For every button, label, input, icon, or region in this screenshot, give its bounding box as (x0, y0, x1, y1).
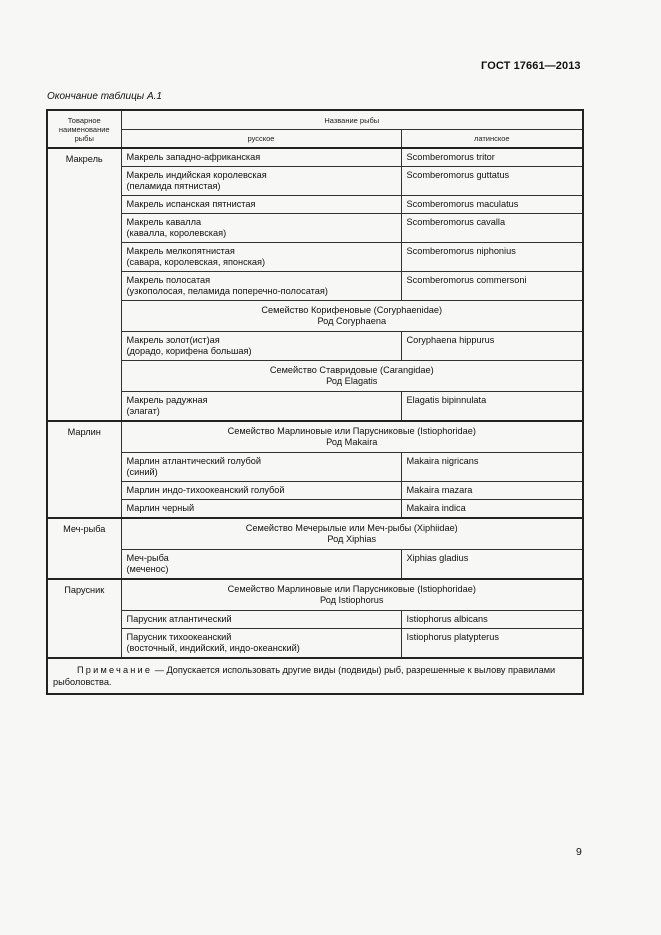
russian-name: Макрель радужная (126, 395, 208, 405)
latin-name-cell: Istiophorus platypterus (401, 629, 583, 659)
genus-name: Род Makaira (326, 437, 378, 447)
latin-name-cell: Elagatis bipinnulata (401, 392, 583, 422)
russian-name-cell (121, 392, 401, 422)
species-row (47, 243, 583, 272)
latin-name-cell: Scomberomorus cavalla (401, 214, 583, 243)
russian-name-cell (121, 500, 401, 519)
latin-name-cell: Scomberomorus guttatus (401, 167, 583, 196)
family-row (47, 579, 583, 611)
russian-synonyms: (пеламида пятнистая) (126, 181, 221, 191)
species-row (47, 500, 583, 519)
species-row (47, 196, 583, 214)
russian-name-cell (121, 629, 401, 659)
standard-designation: ГОСТ 17661—2013 (481, 60, 581, 72)
latin-name-cell: Scomberomorus maculatus (401, 196, 583, 214)
latin-name-cell: Xiphias gladius (401, 550, 583, 580)
russian-name-cell (121, 272, 401, 301)
latin-name-cell: Makaira indica (401, 500, 583, 519)
russian-name: Макрель западно-африканская (126, 152, 261, 162)
latin-name-cell: Istiophorus albicans (401, 611, 583, 629)
species-row (47, 482, 583, 500)
russian-name-cell (121, 550, 401, 580)
family-name: Семейство Мечерылые или Меч-рыбы (Xiphiidae) (245, 523, 458, 533)
species-row (47, 148, 583, 167)
genus-name: Род Elagatis (326, 376, 378, 386)
genus-name: Род Xiphias (327, 534, 377, 544)
russian-name: Макрель золот(ист)ая (126, 335, 220, 345)
russian-name-cell (121, 148, 401, 167)
fish-names-table (46, 109, 584, 695)
russian-name: Меч-рыба (126, 553, 169, 563)
russian-name: Макрель испанская пятнистая (126, 199, 256, 209)
trade-name-cell: Меч-рыба (47, 518, 121, 579)
header-russian: русское (121, 130, 401, 149)
russian-name-cell (121, 214, 401, 243)
russian-synonyms: (меченос) (126, 564, 169, 574)
species-row (47, 272, 583, 301)
family-cell (121, 361, 583, 392)
family-row (47, 518, 583, 550)
family-name: Семейство Корифеновые (Coryphaenidae) (261, 305, 443, 315)
trade-name-cell: Парусник (47, 579, 121, 658)
species-row (47, 167, 583, 196)
russian-name-cell (121, 482, 401, 500)
table-caption: Окончание таблицы А.1 (47, 91, 162, 102)
russian-name: Макрель кавалла (126, 217, 202, 227)
latin-name-cell: Scomberomorus niphonius (401, 243, 583, 272)
latin-name-cell: Makaira nigricans (401, 453, 583, 482)
russian-name: Марлин индо-тихоокеанский голубой (126, 485, 285, 495)
species-row (47, 550, 583, 580)
family-name: Семейство Марлиновые или Парусниковые (Istiophoridae) (227, 426, 476, 436)
russian-synonyms: (дорадо, корифена большая) (126, 346, 252, 356)
family-cell (121, 421, 583, 453)
russian-synonyms: (кавалла, королевская) (126, 228, 227, 238)
family-name: Семейство Ставридовые (Carangidae) (269, 365, 434, 375)
header-fish-name: Название рыбы (121, 110, 583, 130)
russian-name-cell (121, 332, 401, 361)
russian-name: Макрель полосатая (126, 275, 211, 285)
russian-name-cell (121, 453, 401, 482)
header-latin: латинское (401, 130, 583, 149)
genus-name: Род Coryphaena (317, 316, 387, 326)
russian-synonyms: (элагат) (126, 406, 160, 416)
species-row (47, 332, 583, 361)
species-row (47, 392, 583, 422)
russian-name: Макрель мелкопятнистая (126, 246, 235, 256)
russian-synonyms: (восточный, индийский, индо-океанский) (126, 643, 300, 653)
latin-name-cell: Coryphaena hippurus (401, 332, 583, 361)
latin-name-cell: Makaira mazara (401, 482, 583, 500)
genus-name: Род Istiophorus (320, 595, 384, 605)
trade-name-cell: Макрель (47, 148, 121, 421)
note-cell (47, 658, 583, 694)
family-row (47, 361, 583, 392)
latin-name-cell: Scomberomorus commersoni (401, 272, 583, 301)
russian-name: Парусник тихоокеанский (126, 632, 232, 642)
russian-synonyms: (синий) (126, 467, 158, 477)
russian-name-cell (121, 167, 401, 196)
russian-name: Марлин черный (126, 503, 195, 513)
russian-name: Парусник атлантический (126, 614, 232, 624)
latin-name-cell: Scomberomorus tritor (401, 148, 583, 167)
family-name: Семейство Марлиновые или Парусниковые (Istiophoridae) (227, 584, 476, 594)
note-text: — Допускается использовать другие виды (подвиды) рыб, разрешенные к вылову правилами рыболовства. (53, 665, 556, 687)
russian-synonyms: (савара, королевская, японская) (126, 257, 266, 267)
header-trade-name: Товарное наименование рыбы (47, 110, 121, 148)
russian-name: Марлин атлантический голубой (126, 456, 262, 466)
family-row (47, 301, 583, 332)
family-cell (121, 579, 583, 611)
note-label: Примечание (77, 665, 153, 675)
russian-name: Макрель индийская королевская (126, 170, 267, 180)
species-row (47, 629, 583, 659)
family-cell (121, 301, 583, 332)
russian-name-cell (121, 196, 401, 214)
russian-name-cell (121, 611, 401, 629)
species-row (47, 453, 583, 482)
family-cell (121, 518, 583, 550)
trade-name-cell: Марлин (47, 421, 121, 518)
russian-name-cell (121, 243, 401, 272)
note-row (47, 658, 583, 694)
species-row (47, 214, 583, 243)
russian-synonyms: (узкополосая, пеламида поперечно-полосатая) (126, 286, 328, 296)
family-row (47, 421, 583, 453)
species-row (47, 611, 583, 629)
page-number: 9 (576, 846, 582, 858)
